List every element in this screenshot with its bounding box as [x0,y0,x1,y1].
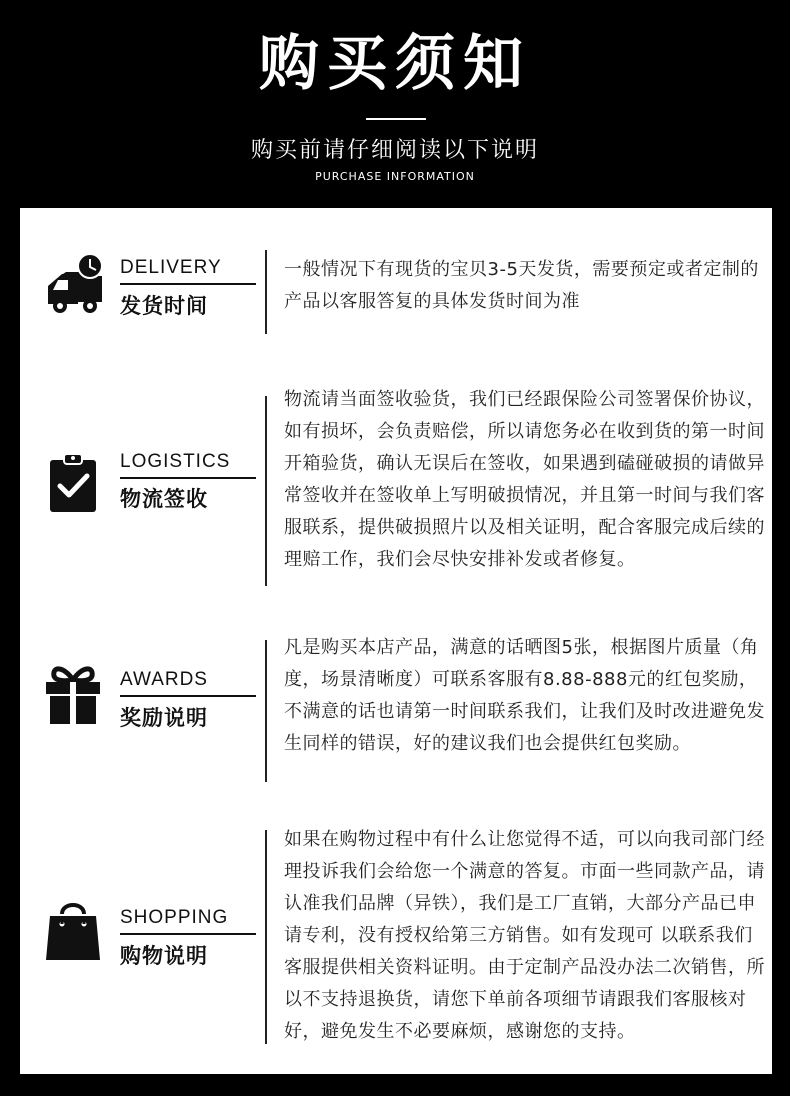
label-chinese: 奖励说明 [120,706,208,730]
page-title: 购买须知 [259,29,531,99]
label-english: DELIVERY [120,257,222,278]
label-chinese: 发货时间 [120,294,208,318]
label-chinese: 购物说明 [120,944,208,968]
label-divider [120,695,256,697]
label-divider [120,283,256,285]
gift-box-icon [38,658,108,728]
page-subtitle-english: PURCHASE INFORMATION [315,170,475,183]
vertical-divider [265,250,267,334]
label-english: LOGISTICS [120,451,231,472]
info-panel [20,208,772,1074]
vertical-divider [265,830,267,1044]
shopping-bag-icon [38,894,108,964]
section-text: 一般情况下有现货的宝贝3-5天发货，需要预定或者定制的产品以客服答复的具体发货时间为准 [284,259,759,312]
clipboard-check-icon [38,446,108,516]
delivery-truck-clock-icon [38,246,108,316]
label-divider [120,477,256,479]
label-english: SHOPPING [120,907,229,928]
header [0,0,790,208]
section-text: 如果在购物过程中有什么让您觉得不适，可以向我司部门经理投诉我们会给您一个满意的答复。市面一些同款产品，请认准我们品牌（异铁），我们是工厂直销，大部分产品已申请专利，没有授权给第三方销售。如有发现可 以联系我们客服提供相关资料证明。由于定制产品没办法二次销售，所以不支持退换货，请您下单前各项细节请跟我们客服核对好，避免发生不必要麻烦，感谢您的支持。 [284,829,765,1042]
section-text: 凡是购买本店产品，满意的话晒图5张，根据图片质量（角度，场景清晰度）可联系客服有8.88-888元的红包奖励，不满意的话也请第一时间联系我们，让我们及时改进避免发生同样的错误，好的建议我们也会提供红包奖励。 [284,637,765,754]
title-divider [366,118,426,120]
page-subtitle: 购买前请仔细阅读以下说明 [250,138,539,163]
label-divider [120,933,256,935]
label-chinese: 物流签收 [120,487,208,511]
section-delivery [20,208,772,348]
section-awards [20,628,772,788]
label-english: AWARDS [120,669,208,690]
vertical-divider [265,396,267,586]
section-logistics [20,384,772,594]
section-shopping [20,816,772,1074]
vertical-divider [265,640,267,782]
section-text: 物流请当面签收验货，我们已经跟保险公司签署保价协议，如有损坏，会负责赔偿，所以请您务必在收到货的第一时间开箱验货，确认无误后在签收，如果遇到磕碰破损的请做异常签收并在签收单上写明破损情况，并且第一时间与我们客服联系，提供破损照片以及相关证明，配合客服完成后续的理赔工作，我们会尽快安排补发或者修复。 [284,389,765,570]
